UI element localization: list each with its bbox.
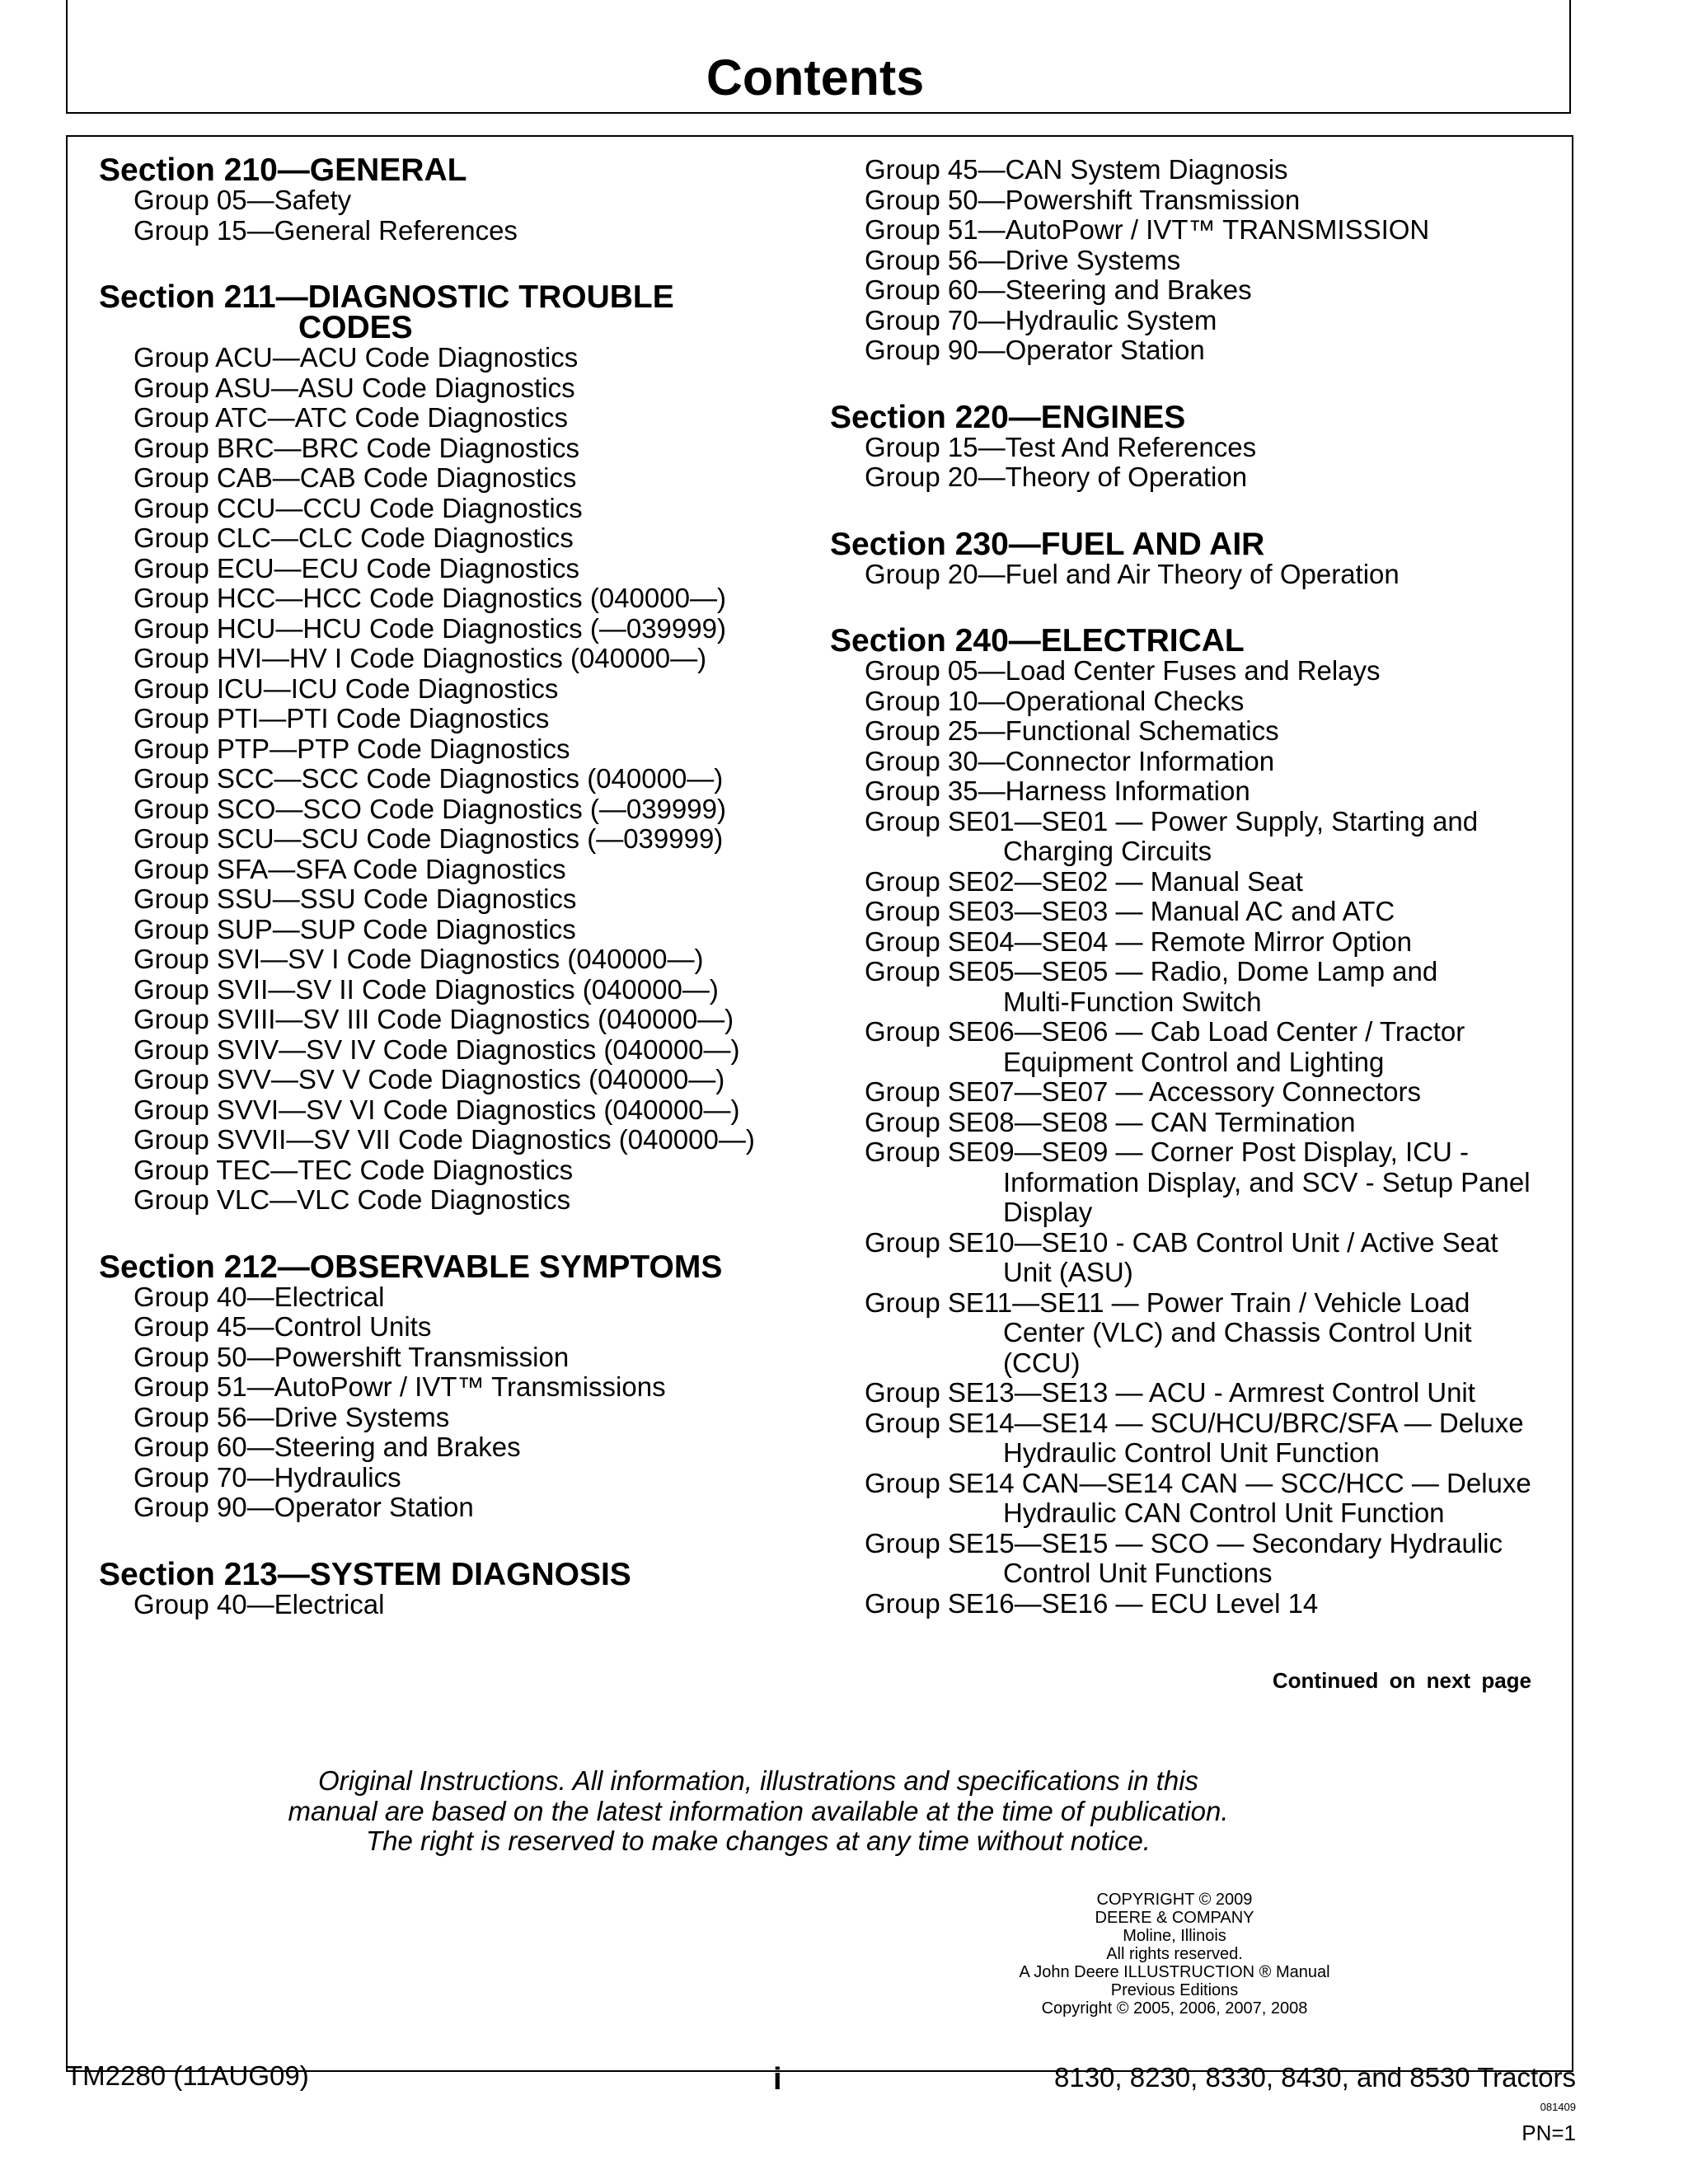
group-item: Group 45—Control Units <box>134 1311 432 1342</box>
group-item: Group SVVI—SV VI Code Diagnostics (040000—) <box>134 1094 740 1125</box>
group-item: Group 45—CAN System Diagnosis <box>865 154 1288 185</box>
group-item-text: Group SE11—SE11 — Power Train / Vehicle Load <box>865 1286 1470 1318</box>
group-item-text: Group 15—Test And References <box>865 431 1257 462</box>
group-list <box>99 185 824 246</box>
group-item-text: Group 20—Theory of Operation <box>865 462 1248 492</box>
section-title-text: Section 213—SYSTEM DIAGNOSIS <box>99 1556 631 1592</box>
group-item: Group PTP—PTP Code Diagnostics <box>134 733 570 764</box>
group-item <box>830 1529 1555 1589</box>
group-item: Group CAB—CAB Code Diagnostics <box>134 462 577 493</box>
group-item-wrap: Center (VLC) and Chassis Control Unit <box>1003 1317 1472 1347</box>
page-number: i <box>773 2062 782 2097</box>
group-item: Group SCC—SCC Code Diagnostics (040000—) <box>134 763 724 794</box>
group-item-text: Group 25—Functional Schematics <box>865 715 1279 746</box>
group-item <box>830 807 1555 867</box>
group-item: Group SVII—SV II Code Diagnostics (040000—) <box>134 973 719 1005</box>
group-item: Group ATC—ATC Code Diagnostics <box>134 402 568 433</box>
section-title-text: Section 240—ELECTRICAL <box>830 623 1245 658</box>
group-item-text: Group 05—Load Center Fuses and Relays <box>865 655 1381 686</box>
group-item: Group TEC—TEC Code Diagnostics <box>134 1154 574 1185</box>
group-list <box>99 1590 824 1620</box>
group-item <box>830 1589 1555 1619</box>
group-item-text: Group SE02—SE02 — Manual Seat <box>865 865 1303 897</box>
group-item: Group 90—Operator Station <box>865 335 1205 365</box>
continued-note: Continued on next page <box>1272 1668 1531 1693</box>
group-item: Group 15—General References <box>134 214 518 246</box>
section-title-text: Section 211—DIAGNOSTIC TROUBLE <box>99 279 674 315</box>
group-item-wrap: Information Display, and SCV - Setup Panel <box>1003 1166 1531 1197</box>
group-item-text: Group 10—Operational Checks <box>865 685 1245 716</box>
group-item-text: Group SE08—SE08 — CAN Termination <box>865 1106 1356 1137</box>
group-item-text: Group SE07—SE07 — Accessory Connectors <box>865 1076 1421 1107</box>
group-item <box>830 1469 1555 1529</box>
group-item <box>830 867 1555 898</box>
group-item: Group 51—AutoPowr / IVT™ TRANSMISSION <box>865 214 1430 245</box>
copyright-line: A John Deere ILLUSTRUCTION ® Manual <box>1019 1963 1330 1981</box>
group-item: Group SCU—SCU Code Diagnostics (—039999) <box>134 823 724 854</box>
group-item: Group SVV—SV V Code Diagnostics (040000—) <box>134 1064 725 1094</box>
copyright-block <box>981 1891 1368 2018</box>
group-item: Group 70—Hydraulic System <box>865 304 1217 335</box>
group-item-text: Group SE06—SE06 — Cab Load Center / Tractor <box>865 1016 1465 1047</box>
group-item <box>830 1408 1555 1469</box>
group-list <box>830 560 1555 590</box>
section-title <box>830 526 1555 562</box>
group-item <box>830 776 1555 807</box>
group-item: Group ICU—ICU Code Diagnostics <box>134 673 559 704</box>
group-item: Group HVI—HV I Code Diagnostics (040000—) <box>134 643 707 673</box>
group-item-text: Group SE15—SE15 — SCO — Secondary Hydraulic <box>865 1527 1503 1558</box>
section-gap <box>99 1216 824 1252</box>
section-title <box>99 1556 824 1592</box>
group-item-text: Group SE14—SE14 — SCU/HCU/BRC/SFA — Deluxe <box>865 1407 1524 1438</box>
date-code: 081409 <box>1540 2101 1576 2113</box>
section-title-text: Section 220—ENGINES <box>830 399 1186 435</box>
section <box>99 279 824 1216</box>
group-item-text: Group SE01—SE01 — Power Supply, Starting and <box>865 805 1479 837</box>
group-item <box>830 1017 1555 1077</box>
group-item: Group SSU—SSU Code Diagnostics <box>134 883 577 914</box>
section-title <box>830 399 1555 435</box>
section-title <box>830 623 1555 658</box>
section <box>830 623 1555 1619</box>
page-title: Contents <box>706 49 925 105</box>
copyright-line: Previous Editions <box>1110 1981 1239 1999</box>
group-list <box>830 155 1555 366</box>
group-item: Group 50—Powershift Transmission <box>134 1341 570 1372</box>
group-item-text: Group SE05—SE05 — Radio, Dome Lamp and <box>865 956 1438 987</box>
disclaimer <box>247 1766 1269 1857</box>
disclaimer-line: manual are based on the latest information available at the time of publication. <box>288 1795 1229 1826</box>
section-gap <box>99 1523 824 1559</box>
section-gap <box>830 589 1555 626</box>
group-item-text: Group 20—Fuel and Air Theory of Operation <box>865 558 1400 589</box>
group-item-wrap: Unit (ASU) <box>1003 1257 1133 1287</box>
group-item-text: Group SE03—SE03 — Manual AC and ATC <box>865 896 1395 926</box>
group-item <box>830 433 1555 463</box>
group-item-wrap: Hydraulic Control Unit Function <box>1003 1437 1380 1468</box>
group-item-wrap: Charging Circuits <box>1003 836 1212 866</box>
section <box>99 1556 824 1620</box>
group-item: Group HCU—HCU Code Diagnostics (—039999) <box>134 612 726 644</box>
group-item <box>830 747 1555 777</box>
group-item-text: Group SE09—SE09 — Corner Post Display, ICU - <box>865 1137 1469 1167</box>
group-item-text: Group SE10—SE10 - CAB Control Unit / Active Seat <box>865 1226 1498 1258</box>
group-item: Group 40—Electrical <box>134 1588 385 1619</box>
section-title <box>99 152 824 188</box>
group-item: Group 05—Safety <box>134 185 352 215</box>
group-item: Group 56—Drive Systems <box>134 1401 450 1432</box>
group-item <box>830 716 1555 747</box>
section <box>830 399 1555 493</box>
group-item <box>830 927 1555 958</box>
group-item <box>830 1378 1555 1408</box>
group-item: Group 90—Operator Station <box>134 1492 474 1522</box>
group-item-wrap: Control Unit Functions <box>1003 1558 1273 1588</box>
section <box>99 1249 824 1523</box>
section-title <box>99 279 824 345</box>
copyright-line: All rights reserved. <box>1106 1945 1243 1963</box>
disclaimer-line: The right is reserved to make changes at any time without notice. <box>366 1825 1151 1856</box>
copyright-line: DEERE & COMPANY <box>1095 1909 1254 1927</box>
group-item-text: Group 30—Connector Information <box>865 745 1275 776</box>
group-item: Group 40—Electrical <box>134 1281 385 1312</box>
group-item: Group HCC—HCC Code Diagnostics (040000—) <box>134 583 726 613</box>
group-item <box>830 687 1555 717</box>
group-item-text: Group SE13—SE13 — ACU - Armrest Control Unit <box>865 1377 1475 1408</box>
group-item: Group PTI—PTI Code Diagnostics <box>134 703 550 733</box>
group-item: Group 60—Steering and Brakes <box>134 1432 521 1462</box>
group-item <box>830 462 1555 493</box>
group-item: Group ECU—ECU Code Diagnostics <box>134 552 580 583</box>
group-item <box>830 1228 1555 1288</box>
group-item-wrap: Display <box>1003 1197 1093 1227</box>
group-item-text: Group 35—Harness Information <box>865 776 1250 806</box>
group-item <box>830 1108 1555 1138</box>
group-list <box>830 433 1555 493</box>
group-item <box>830 1137 1555 1228</box>
group-item: Group CLC—CLC Code Diagnostics <box>134 523 574 553</box>
group-item-wrap: Hydraulic CAN Control Unit Function <box>1003 1497 1445 1528</box>
group-item <box>830 897 1555 927</box>
right-column <box>830 155 1555 1619</box>
group-item: Group ASU—ASU Code Diagnostics <box>134 372 575 403</box>
section <box>830 526 1555 590</box>
section-title-text: Section 230—FUEL AND AIR <box>830 526 1265 562</box>
group-item: Group ACU—ACU Code Diagnostics <box>134 342 579 373</box>
group-item-wrap: Multi-Function Switch <box>1003 986 1262 1017</box>
group-item: Group 70—Hydraulics <box>134 1461 401 1493</box>
section-title-text: Section 212—OBSERVABLE SYMPTOMS <box>99 1249 723 1285</box>
pn-number: PN=1 <box>1522 2121 1576 2145</box>
group-item: Group SVI—SV I Code Diagnostics (040000—) <box>134 944 704 974</box>
product-title: 8130, 8230, 8330, 8430, and 8530 Tractors <box>1054 2062 1576 2093</box>
group-item: Group SUP—SUP Code Diagnostics <box>134 913 576 944</box>
section-gap <box>99 246 824 282</box>
group-item: Group CCU—CCU Code Diagnostics <box>134 492 583 523</box>
group-list <box>99 1282 824 1523</box>
group-item-wrap: (CCU) <box>1003 1347 1081 1378</box>
group-item: Group BRC—BRC Code Diagnostics <box>134 432 580 463</box>
group-item <box>830 656 1555 687</box>
group-item: Group SCO—SCO Code Diagnostics (—039999) <box>134 793 726 824</box>
copyright-line: Moline, Illinois <box>1123 1927 1226 1945</box>
section-gap <box>830 493 1555 529</box>
group-item: Group VLC—VLC Code Diagnostics <box>134 1184 571 1215</box>
section-title <box>99 1249 824 1285</box>
group-item: Group 56—Drive Systems <box>865 244 1181 275</box>
group-item-text: Group SE14 CAN—SE14 CAN — SCC/HCC — Deluxe <box>865 1467 1531 1498</box>
group-list <box>830 656 1555 1619</box>
group-item: Group SVIII—SV III Code Diagnostics (040000—) <box>134 1004 734 1034</box>
group-item-text: Group SE16—SE16 — ECU Level 14 <box>865 1587 1319 1619</box>
section-title-cont: CODES <box>298 310 413 345</box>
group-item: Group 60—Steering and Brakes <box>865 274 1252 305</box>
group-item <box>830 957 1555 1017</box>
disclaimer-line: Original Instructions. All information, illustrations and specifications in this <box>317 1765 1199 1796</box>
copyright-line: COPYRIGHT © 2009 <box>1096 1891 1253 1909</box>
group-item <box>830 1288 1555 1379</box>
group-item: Group 50—Powershift Transmission <box>865 184 1301 215</box>
group-item: Group SFA—SFA Code Diagnostics <box>134 853 566 884</box>
left-column <box>99 152 824 1619</box>
group-item <box>830 560 1555 590</box>
section <box>99 152 824 246</box>
group-list <box>99 343 824 1216</box>
group-item: Group SVIV—SV IV Code Diagnostics (040000—) <box>134 1033 740 1065</box>
group-item-text: Group SE04—SE04 — Remote Mirror Option <box>865 926 1412 957</box>
title-box <box>66 0 1571 114</box>
group-item-wrap: Equipment Control and Lighting <box>1003 1046 1385 1077</box>
section-gap <box>830 366 1555 402</box>
section-title-text: Section 210—GENERAL <box>99 152 467 188</box>
group-item: Group SVVII—SV VII Code Diagnostics (040000—) <box>134 1124 755 1155</box>
group-item: Group 51—AutoPowr / IVT™ Transmissions <box>134 1371 666 1402</box>
manual-id: TM2280 (11AUG09) <box>66 2060 309 2091</box>
group-item <box>830 1077 1555 1108</box>
copyright-line: Copyright © 2005, 2006, 2007, 2008 <box>1041 1999 1308 2018</box>
